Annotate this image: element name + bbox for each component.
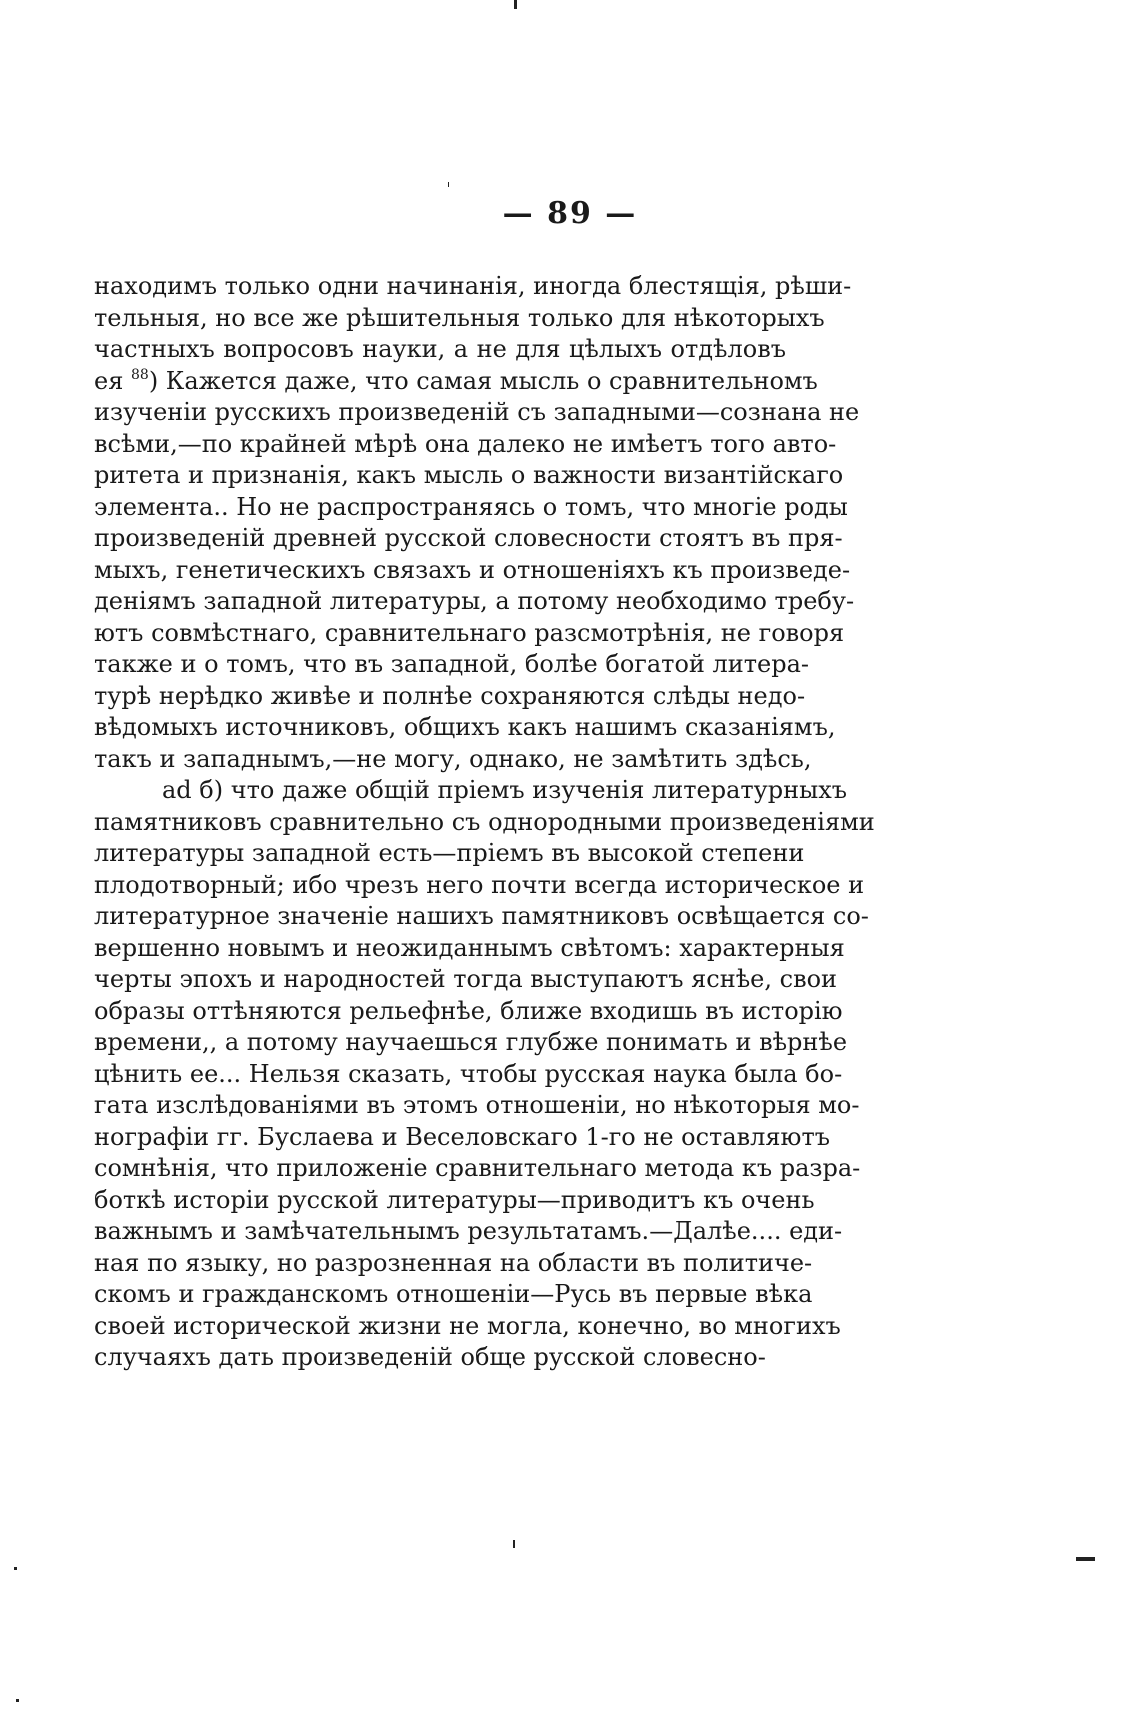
text-line: элемента.. Но не распространяясь о томъ, что многіе роды (94, 492, 848, 521)
text-line: изученіи русскихъ произведеній съ западными—сознана не (94, 398, 860, 426)
text-line: ad б) что даже общій пріемъ изученія литературныхъ (162, 776, 848, 804)
scan-speck (513, 1540, 515, 1548)
scan-speck (16, 1699, 19, 1702)
text-line: литературы западной есть—пріемъ въ высокой степени (94, 839, 805, 867)
text-line: цѣнить ее... Нельзя сказать, чтобы русская наука была бо- (94, 1059, 843, 1088)
scan-speck (448, 182, 449, 187)
text-line: произведеній древней русской словесности стоятъ въ пря- (94, 524, 843, 552)
text-line: сомнѣнія, что приложеніе сравнительнаго метода къ разра- (94, 1154, 861, 1182)
text-line: скомъ и гражданскомъ отношеніи—Русь въ первые вѣка (94, 1280, 813, 1308)
text-line: плодотворный; ибо чрезъ него почти всегда историческое и (94, 870, 865, 899)
text-line: образы оттѣняются рельефнѣе, ближе входишь въ исторію (94, 996, 843, 1025)
text-line: важнымъ и замѣчательнымъ результатамъ.—Далѣе.... еди- (94, 1217, 843, 1245)
text-line: деніямъ западной литературы, а потому необходимо требу- (94, 587, 855, 615)
text-line: памятниковъ сравнительно съ однородными произведеніями (94, 807, 875, 836)
text-line: черты эпохъ и народностей тогда выступаютъ яснѣе, свои (94, 965, 838, 993)
scan-speck (514, 0, 517, 9)
scan-speck (1076, 1557, 1095, 1561)
text-line: литературное значеніе нашихъ памятниковъ освѣщается со- (94, 902, 869, 930)
text-line: мыхъ, генетическихъ связахъ и отношеніяхъ къ произведе- (94, 555, 851, 584)
text-line: боткѣ исторіи русской литературы—приводитъ къ очень (94, 1185, 815, 1214)
text-line: турѣ нерѣдко живѣе и полнѣе сохраняются слѣды недо- (94, 681, 806, 710)
text-line: такъ и западнымъ,—не могу, однако, не замѣтить здѣсь, (94, 744, 812, 773)
scan-speck (14, 1567, 17, 1570)
text-line: тельныя, но все же рѣшительныя только для нѣкоторыхъ (94, 303, 825, 332)
text-line-with-footnote (94, 366, 818, 398)
page-number: — 89 — (502, 196, 638, 231)
text-line: своей исторической жизни не могла, конечно, во многихъ (94, 1311, 841, 1340)
text-line: ная по языку, но разрозненная на области въ политиче- (94, 1248, 813, 1277)
text-line: гата изслѣдованіями въ этомъ отношеніи, но нѣкоторыя мо- (94, 1091, 860, 1119)
text-line: также и о томъ, что въ западной, болѣе богатой литера- (94, 650, 810, 678)
text-line: времени,, а потому научаешься глубже понимать и вѣрнѣе (94, 1028, 848, 1056)
text-line: вершенно новымъ и неожиданнымъ свѣтомъ: характерныя (94, 933, 845, 962)
body-text (94, 271, 875, 1374)
text-line: находимъ только одни начинанія, иногда блестящія, рѣши- (94, 272, 852, 300)
text-line: нографіи гг. Буслаева и Веселовскаго 1-го не оставляютъ (94, 1122, 830, 1151)
text-fragment: ея (94, 366, 124, 395)
text-line: всѣми,—по крайней мѣрѣ она далеко не имѣетъ того авто- (94, 429, 837, 458)
text-line: вѣдомыхъ источниковъ, общихъ какъ нашимъ сказаніямъ, (94, 713, 836, 741)
text-line: частныхъ вопросовъ науки, а не для цѣлыхъ отдѣловъ (94, 335, 786, 363)
text-line: случаяхъ дать произведеній обще русской словесно- (94, 1343, 766, 1371)
text-fragment: ) Кажется даже, что самая мысль о сравнительномъ (148, 366, 818, 395)
text-line: ритета и признанія, какъ мысль о важности византійскаго (94, 461, 844, 489)
footnote-reference: 88 (130, 366, 149, 383)
text-line: ютъ совмѣстнаго, сравнительнаго разсмотрѣнія, не говоря (94, 618, 845, 647)
